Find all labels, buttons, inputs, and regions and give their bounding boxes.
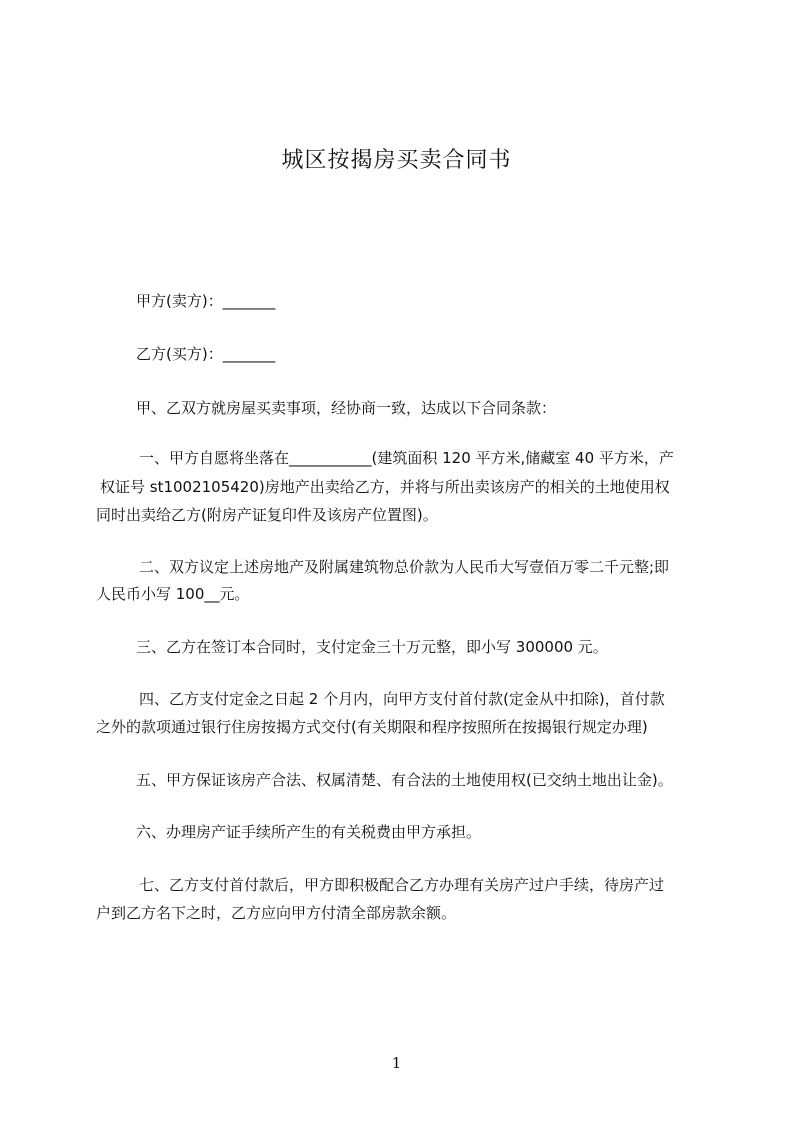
- clause-2-line-1: 二、双方议定上述房地产及附属建筑物总价款为人民币大写壹佰万零二千元整;即: [139, 558, 670, 576]
- clause-5-paragraph: 五、甲方保证该房产合法、权属清楚、有合法的土地使用权(已交纳土地出让金)。: [136, 771, 673, 789]
- intro-paragraph: 甲、乙双方就房屋买卖事项，经协商一致，达成以下合同条款：: [136, 399, 557, 417]
- clause-4-line-1: 四、乙方支付定金之日起 2 个月内，向甲方支付首付款(定金从中扣除)，首付款: [139, 690, 665, 708]
- page-number: 1: [391, 1054, 402, 1072]
- clause-2-line-2: 人民币小写 100__元。: [96, 585, 250, 603]
- clause-4-line-2: 之外的款项通过银行住房按揭方式交付(有关期限和程序按照所在按揭银行规定办理): [96, 718, 648, 736]
- clause-1-line-3: 同时出卖给乙方(附房产证复印件及该房产位置图)。: [96, 506, 438, 524]
- document-title: 城区按揭房买卖合同书: [281, 148, 512, 173]
- clause-7-line-1: 七、乙方支付首付款后，甲方即积极配合乙方办理有关房产过户手续，待房产过: [139, 876, 665, 894]
- clause-6-paragraph: 六、办理房产证手续所产生的有关税费由甲方承担。: [136, 823, 482, 841]
- clause-1-line-1: 一、甲方自愿将坐落在___________(建筑面积 120 平方米,储藏室 40 平方米，产: [139, 449, 674, 467]
- party-a-line: 甲方(卖方)：_______: [136, 292, 276, 310]
- party-b-line: 乙方(买方)：_______: [136, 345, 276, 363]
- clause-3-paragraph: 三、乙方在签订本合同时，支付定金三十万元整，即小写 300000 元。: [136, 638, 608, 656]
- clause-1-line-2: 权证号 st1002105420)房地产出卖给乙方，并将与所出卖该房产的相关的土地使用权: [100, 478, 670, 496]
- clause-7-line-2: 户到乙方名下之时，乙方应向甲方付清全部房款余额。: [96, 904, 457, 922]
